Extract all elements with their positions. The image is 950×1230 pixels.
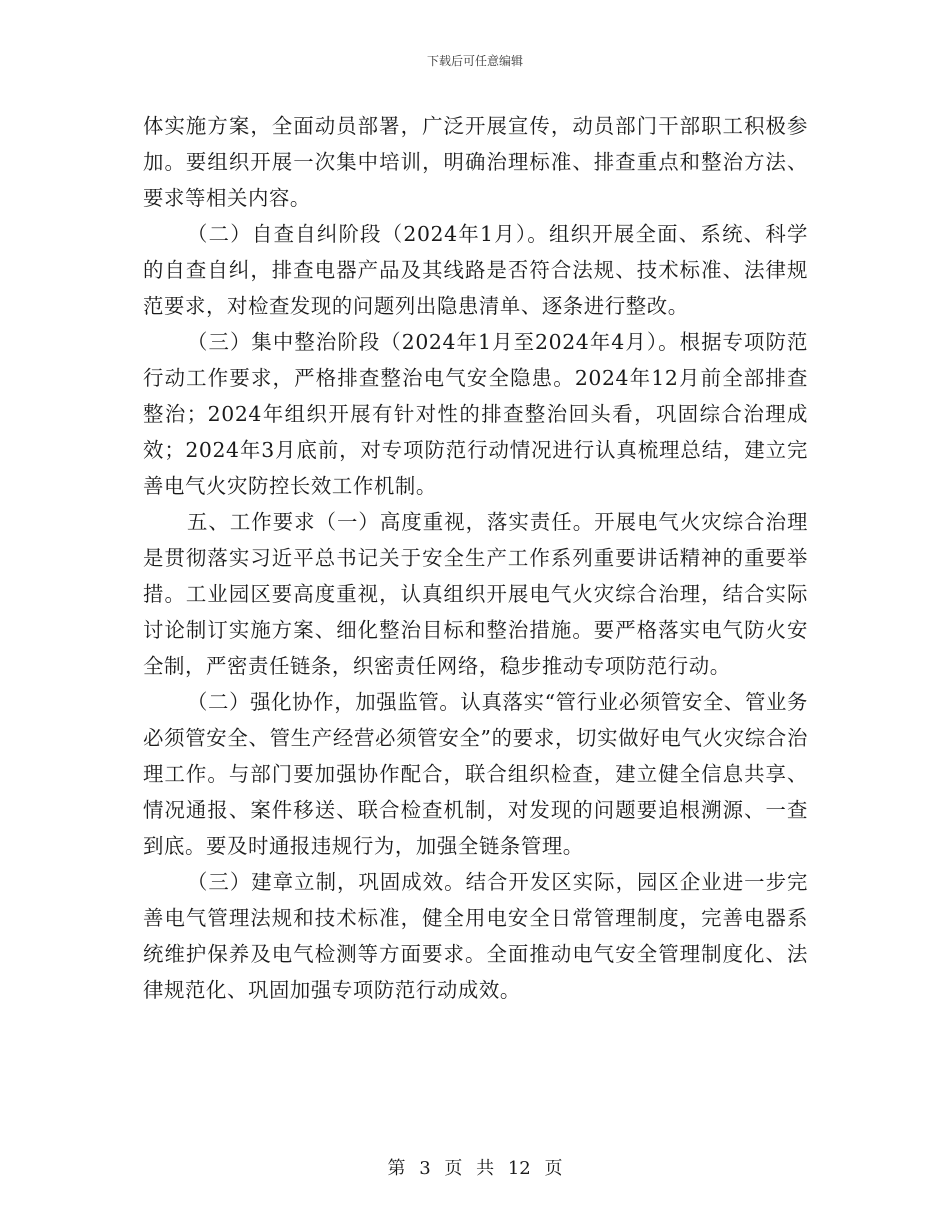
page-header: 下载后可任意编辑 (426, 54, 523, 68)
document-body (143, 108, 808, 1008)
paragraph-6: （三）建章立制，巩固成效。结合开发区实际，园区企业进一步完善电气管理法规和技术标准，健全用电安全日常管理制度，完善电器系统维护保养及电气检测等方面要求。全面推动电气安全管理制度化、法律规范化、巩固加强专项防范行动成效。 (143, 870, 808, 1002)
paragraph-3: （三）集中整治阶段（2024年1月至2024年4月）。根据专项防范行动工作要求，严格排查整治电气安全隐患。2024年12月前全部排查整治；2024年组织开展有针对性的排查整治回头看，巩固综合治理成效；2024年3月底前，对专项防范行动情况进行认真梳理总结，建立完善电气火灾防控长效工作机制。 (143, 330, 808, 498)
page-footer: 第 3 页 共 12 页 (387, 1158, 563, 1179)
paragraph-4: 五、工作要求（一）高度重视，落实责任。开展电气火灾综合治理是贯彻落实习近平总书记关于安全生产工作系列重要讲话精神的重要举措。工业园区要高度重视，认真组织开展电气火灾综合治理，结合实际讨论制订实施方案、细化整治目标和整治措施。要严格落实电气防火安全制，严密责任链条，织密责任网络，稳步推动专项防范行动。 (143, 510, 808, 678)
paragraph-5: （二）强化协作，加强监管。认真落实“管行业必须管安全、管业务必须管安全、管生产经营必须管安全”的要求，切实做好电气火灾综合治理工作。与部门要加强协作配合，联合组织检查，建立健全信息共享、情况通报、案件移送、联合检查机制，对发现的问题要追根溯源、一查到底。要及时通报违规行为，加强全链条管理。 (143, 690, 808, 858)
paragraph-1: 体实施方案，全面动员部署，广泛开展宣传，动员部门干部职工积极参加。要组织开展一次集中培训，明确治理标准、排查重点和整治方法、要求等相关内容。 (143, 114, 808, 210)
paragraph-2: （二）自查自纠阶段（2024年1月）。组织开展全面、系统、科学的自查自纠，排查电器产品及其线路是否符合法规、技术标准、法律规范要求，对检查发现的问题列出隐患清单、逐条进行整改。 (143, 222, 808, 318)
